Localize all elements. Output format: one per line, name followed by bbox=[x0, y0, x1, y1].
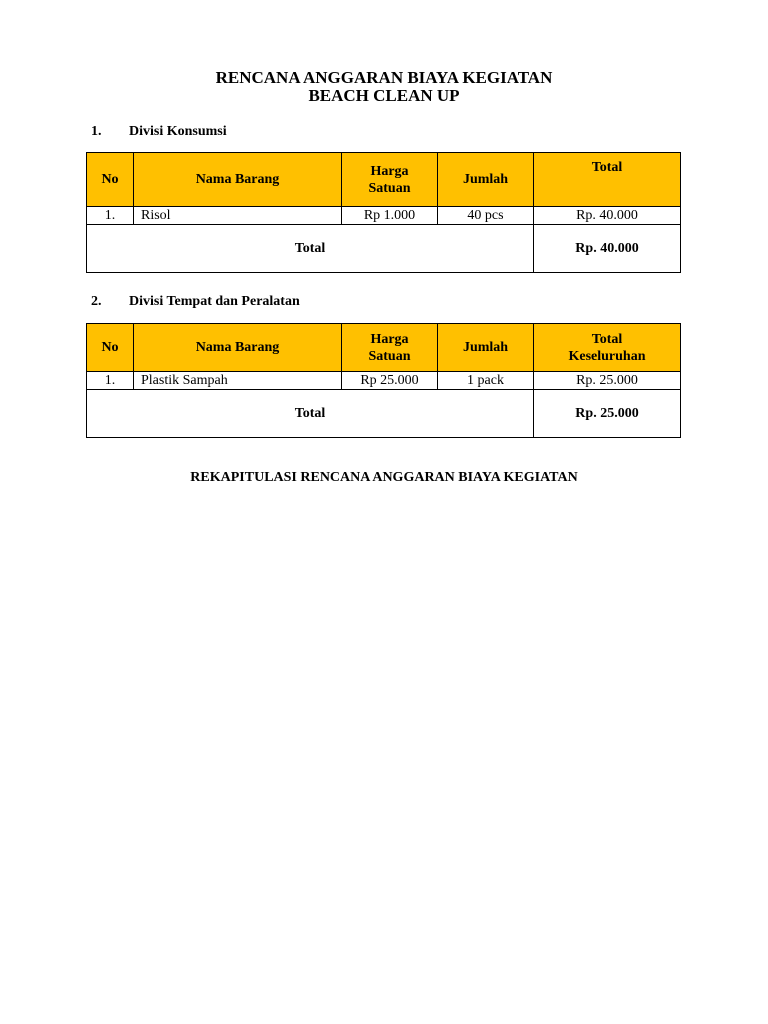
total-label: Total bbox=[87, 225, 534, 273]
budget-table-tempat-peralatan bbox=[86, 323, 681, 438]
column-header-nama-barang: Nama Barang bbox=[134, 324, 342, 372]
page-title bbox=[0, 69, 768, 105]
total-value: Rp. 40.000 bbox=[534, 225, 681, 273]
section-heading-tempat-peralatan bbox=[91, 294, 300, 310]
section-title: Divisi Tempat dan Peralatan bbox=[129, 294, 300, 309]
title-line-2: BEACH CLEAN UP bbox=[308, 86, 460, 105]
budget-table-konsumsi bbox=[86, 152, 681, 273]
cell-nama-barang: Plastik Sampah bbox=[134, 372, 342, 390]
header-line: Satuan bbox=[368, 180, 411, 196]
column-header-total-keseluruhan bbox=[534, 324, 681, 372]
total-label: Total bbox=[87, 390, 534, 438]
header-line: Keseluruhan bbox=[568, 348, 646, 364]
total-row bbox=[87, 225, 681, 273]
column-header-no: No bbox=[87, 324, 134, 372]
header-line: Satuan bbox=[368, 348, 411, 364]
column-header-no: No bbox=[87, 153, 134, 207]
total-value: Rp. 25.000 bbox=[534, 390, 681, 438]
column-header-harga-satuan bbox=[342, 324, 438, 372]
column-header-total bbox=[534, 153, 681, 207]
cell-total: Rp. 25.000 bbox=[534, 372, 681, 390]
header-line: Harga bbox=[370, 331, 409, 347]
total-row bbox=[87, 390, 681, 438]
section-title: Divisi Konsumsi bbox=[129, 124, 227, 139]
cell-no: 1. bbox=[87, 207, 134, 225]
header-line: Harga bbox=[370, 163, 409, 179]
table-header-row bbox=[87, 324, 681, 372]
cell-nama-barang: Risol bbox=[134, 207, 342, 225]
cell-jumlah: 40 pcs bbox=[438, 207, 534, 225]
recap-title: REKAPITULASI RENCANA ANGGARAN BIAYA KEGIATAN bbox=[190, 470, 578, 485]
cell-harga-satuan: Rp 25.000 bbox=[342, 372, 438, 390]
header-line: Total bbox=[591, 160, 623, 175]
section-number: 2. bbox=[91, 294, 102, 309]
title-line-1: RENCANA ANGGARAN BIAYA KEGIATAN bbox=[215, 68, 553, 87]
cell-no: 1. bbox=[87, 372, 134, 390]
table-row bbox=[87, 207, 681, 225]
section-number: 1. bbox=[91, 124, 102, 139]
cell-jumlah: 1 pack bbox=[438, 372, 534, 390]
cell-harga-satuan: Rp 1.000 bbox=[342, 207, 438, 225]
section-heading-konsumsi bbox=[91, 124, 227, 140]
table-row bbox=[87, 372, 681, 390]
header-line: Total bbox=[591, 331, 623, 347]
column-header-nama-barang: Nama Barang bbox=[134, 153, 342, 207]
cell-total: Rp. 40.000 bbox=[534, 207, 681, 225]
column-header-harga-satuan bbox=[342, 153, 438, 207]
table-header-row bbox=[87, 153, 681, 207]
column-header-jumlah: Jumlah bbox=[438, 324, 534, 372]
column-header-jumlah: Jumlah bbox=[438, 153, 534, 207]
